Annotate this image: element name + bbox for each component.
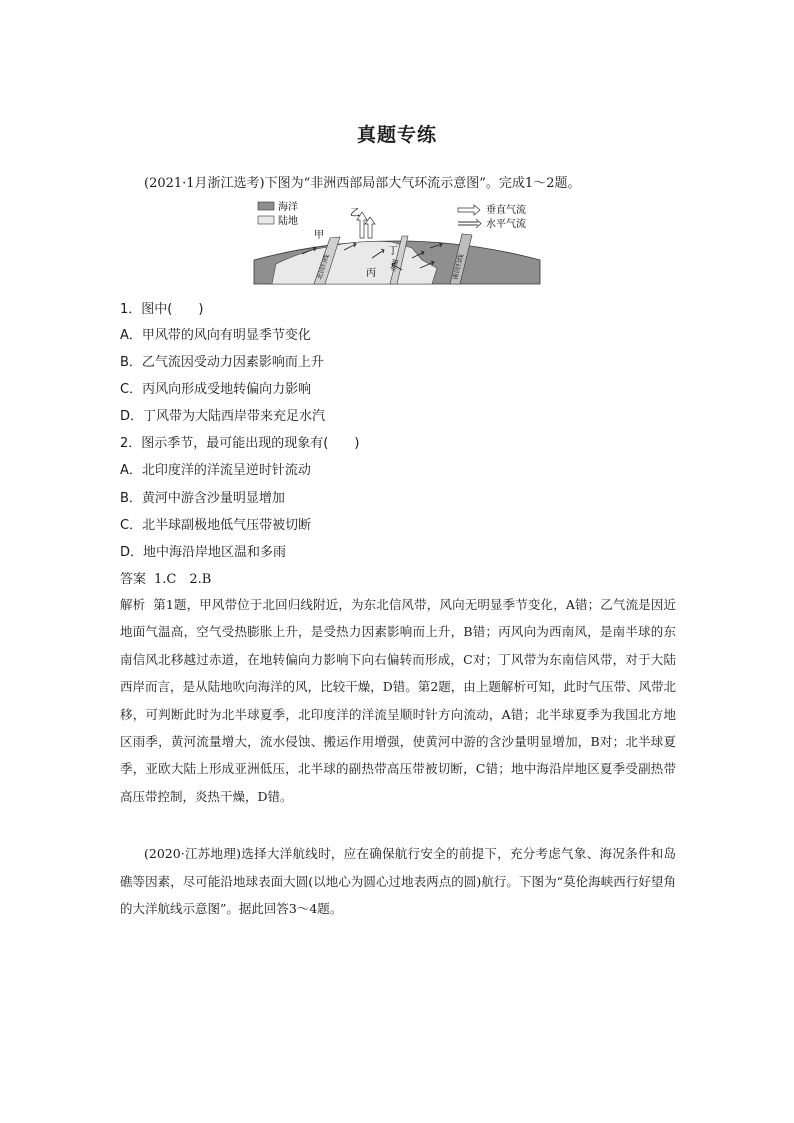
question-2-option-a: A．北印度洋的洋流呈逆时针流动 <box>120 463 311 478</box>
analysis-text: 第1题，甲风带位于北回归线附近，为东北信风带，风向无明显季节变化，A错；乙气流是因近地面气温高，空气受热膨胀上升，是受热力因素影响而上升，B错；丙风向为西南风，是南半球的东南信风北移越过赤道，在地转偏向力影响下向右偏转而形成，C对；丁风带为东南信风带，对于大陆西岸而言，是从陆地吹向海洋的风，比较干燥，D错。第2题，由上题解析可知，此时气压带、风带北移，可判断此时为北半球夏季，北印度洋的洋流呈顺时针方向流动，A错；北半球夏季为我国北方地区雨季，黄河流量增大，流水侵蚀、搬运作用增强，使黄河中游的含沙量明显增加，B对；北半球夏季，亚欧大陆上形成亚洲低压，北半球的副热带高压带被切断，C错；地中海沿岸地区夏季受副热带高压带控制，炎热干燥，D错。 <box>120 597 676 804</box>
legend-ocean-swatch <box>258 202 274 210</box>
legend-horizontal-label: 水平气流 <box>486 219 526 230</box>
question-2-option-d: D．地中海沿岸地区温和多雨 <box>120 545 287 560</box>
analysis-label: 解析 <box>120 597 146 612</box>
answer-value: 1.C 2.B <box>154 572 212 587</box>
analysis-block <box>120 591 676 810</box>
legend-horizontal-arrow-icon <box>458 219 481 228</box>
answer-line <box>120 568 211 587</box>
label-bing: 丙 <box>366 268 376 279</box>
legend-land-label: 陆地 <box>278 216 298 227</box>
question-1-option-a: A．甲风带的风向有明显季节变化 <box>120 328 311 343</box>
question-1-option-b: B．乙气流因受动力因素影响而上升 <box>120 355 324 370</box>
question-intro: (2021·1月浙江选考)下图为“非洲西部局部大气环流示意图”。完成1～2题。 <box>144 176 581 191</box>
question-1-option-d: D．丁风带为大陆西岸带来充足水汽 <box>120 409 326 424</box>
page-title: 真题专练 <box>356 124 437 146</box>
label-yi: 乙 <box>350 208 360 219</box>
legend-ocean-label: 海洋 <box>278 202 298 213</box>
label-tropic-south: 南回归线 <box>451 253 466 281</box>
question-intro-2: (2020·江苏地理)选择大洋航线时，应在确保航行安全的前提下，充分考虑气象、海况条件和岛礁等因素，尽可能沿地球表面大圆(以地心为圆心过地表两点的圆)航行。下图为“莫伦海峡西行好望角的大洋航线示意图”。据此回答3～4题。 <box>120 846 676 916</box>
legend-vertical-label: 垂直气流 <box>486 205 526 216</box>
answer-label: 答案 <box>120 572 147 587</box>
label-ding: 丁 <box>388 246 398 257</box>
question-2-option-c: C．北半球副极地低气压带被切断 <box>120 518 312 533</box>
label-tropic-north: 北回归线 <box>315 253 331 281</box>
legend-land-swatch <box>258 216 274 224</box>
question-1-option-c: C．丙风向形成受地转偏向力影响 <box>120 382 312 397</box>
legend-vertical-arrow-icon <box>458 205 480 215</box>
question-1-stem: 1．图中( ) <box>120 302 204 317</box>
question-2-option-b: B．黄河中游含沙量明显增加 <box>120 491 285 506</box>
question-2-stem: 2．图示季节，最可能出现的现象有( ) <box>120 436 360 451</box>
label-equator: 赤道 <box>389 257 401 273</box>
label-jia: 甲 <box>314 230 324 241</box>
circulation-figure <box>252 198 542 286</box>
